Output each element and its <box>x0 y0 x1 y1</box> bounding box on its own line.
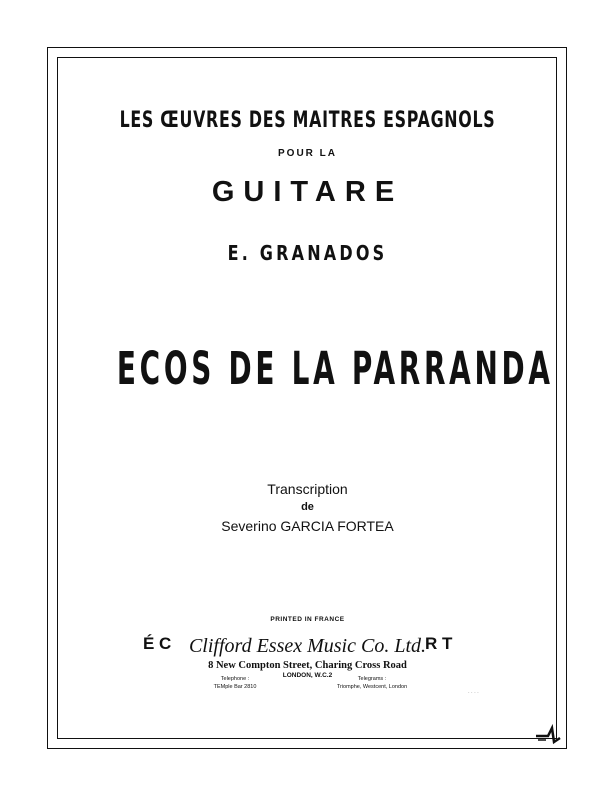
stamp-fragment-left: É C <box>143 634 172 653</box>
telephone-block <box>200 675 270 691</box>
transcription-label: Transcription <box>267 481 348 497</box>
corner-ink-mark <box>534 724 562 746</box>
city-line: LONDON, W.C.2 <box>282 672 333 679</box>
telegrams-address: Triomphe, Westcent, London <box>336 684 408 690</box>
publisher-address: 8 New Compton Street, Charing Cross Road <box>208 660 407 671</box>
composer-name: E. GRANADOS <box>227 241 388 265</box>
series-title: LES ŒUVRES DES MAITRES ESPAGNOLS <box>119 108 496 133</box>
telephone-label: Telephone : <box>220 676 250 682</box>
transcriber-name: Severino GARCIA FORTEA <box>221 518 394 534</box>
publisher-name: Clifford Essex Music Co. Ltd. <box>188 635 427 657</box>
scan-specks: · · · · <box>468 690 479 696</box>
instrument-heading: GUITARE <box>211 176 404 208</box>
stamp-fragment-right: R T <box>425 634 453 653</box>
series-subtitle: POUR LA <box>278 148 337 159</box>
telephone-number: TEMple Bar 2810 <box>213 684 257 690</box>
telegrams-block <box>322 675 422 691</box>
printed-in-france: PRINTED IN FRANCE <box>270 616 345 623</box>
transcription-de: de <box>301 501 314 513</box>
work-title: ECOS DE LA PARRANDA <box>116 342 554 395</box>
telegrams-label: Telegrams : <box>357 676 387 682</box>
